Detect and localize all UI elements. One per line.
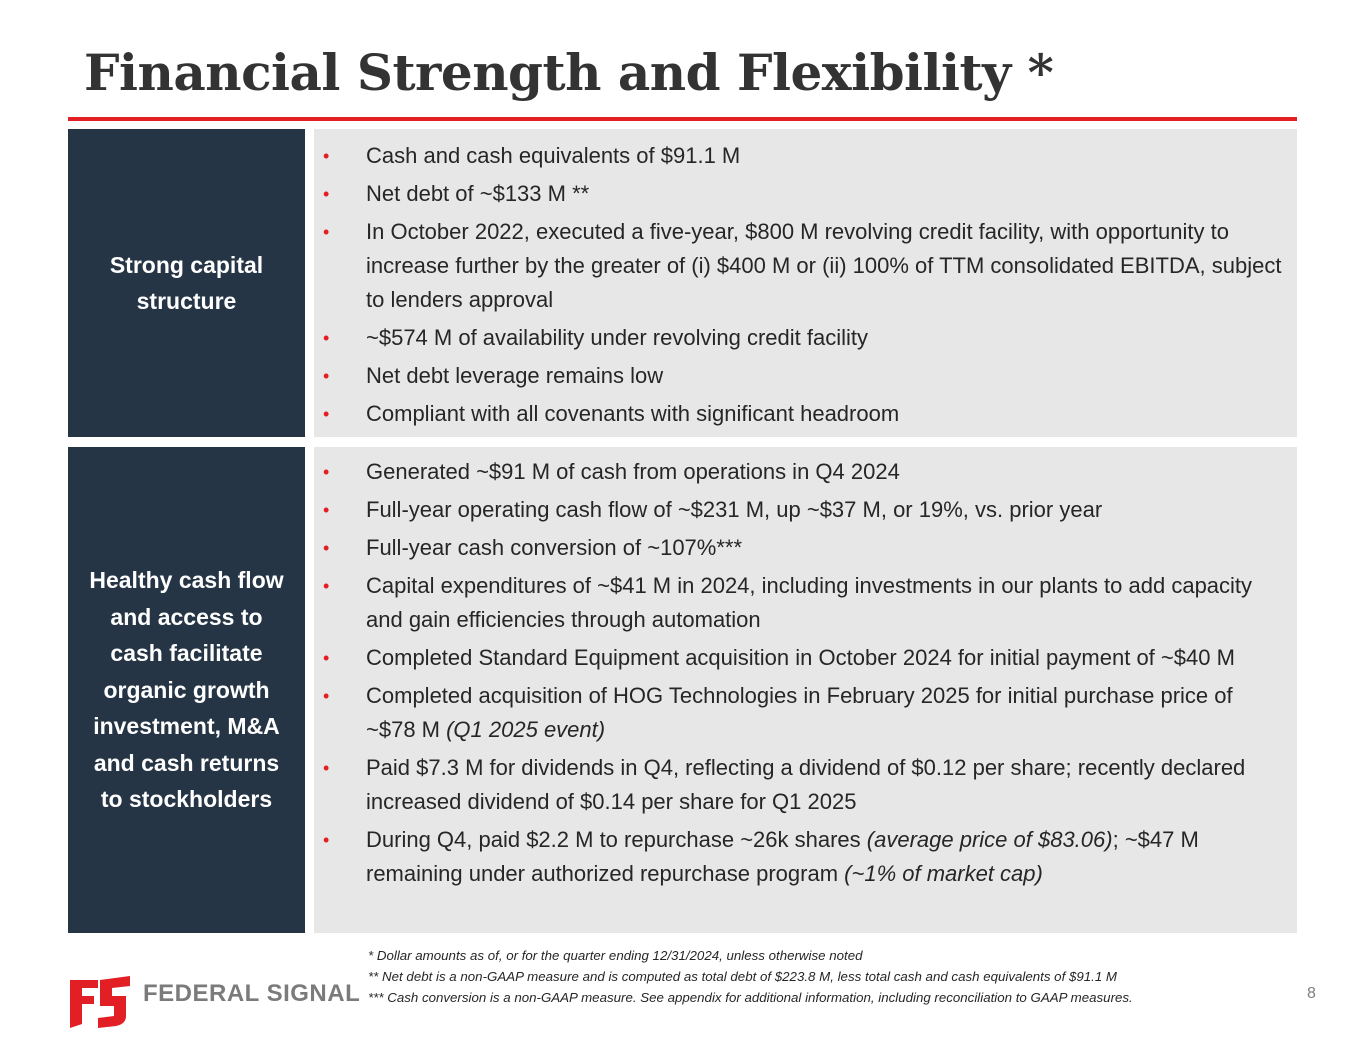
page-number: 8 bbox=[1307, 985, 1316, 1002]
bullet-item bbox=[314, 641, 1285, 675]
bullet-text: Generated ~$91 M of cash from operations in Q4 2024 bbox=[366, 459, 900, 484]
bullet-text: Full-year cash conversion of ~107%*** bbox=[366, 535, 743, 560]
bullet-item bbox=[314, 215, 1285, 317]
bullet-marker: • bbox=[323, 328, 330, 348]
federal-signal-logo bbox=[68, 972, 361, 1028]
footnote-1: * Dollar amounts as of, or for the quarter ending 12/31/2024, unless otherwise noted bbox=[368, 948, 863, 963]
bullet-item bbox=[314, 455, 1285, 489]
bullet-marker: • bbox=[323, 538, 330, 558]
bullet-text: During Q4, paid $2.2 M to repurchase ~26k shares bbox=[366, 827, 867, 852]
bullet-marker: • bbox=[323, 758, 330, 778]
bullet-italic-text: (~1% of market cap) bbox=[844, 861, 1043, 886]
bullet-marker: • bbox=[323, 686, 330, 706]
bullet-text: Paid $7.3 M for dividends in Q4, reflecting a dividend of $0.12 per share; recently declared increased dividend of $0.14 per share for Q1 2025 bbox=[366, 755, 1246, 814]
footnotes bbox=[368, 945, 1133, 1008]
bullet-marker: • bbox=[323, 404, 330, 424]
section-content-cash-flow bbox=[314, 447, 1297, 933]
bullet-marker: • bbox=[323, 830, 330, 850]
bullet-text: Capital expenditures of ~$41 M in 2024, including investments in our plants to add capacity and gain efficiencies through automation bbox=[366, 573, 1253, 632]
section-label-cash-flow: Healthy cash flow and access to cash facilitate organic growth investment, M&A and cash returns to stockholders bbox=[68, 447, 305, 933]
footnote-2: ** Net debt is a non-GAAP measure and is computed as total debt of $223.8 M, less total cash and cash equivalents of $91.1 M bbox=[368, 969, 1118, 984]
footnote-3: *** Cash conversion is a non-GAAP measure. See appendix for additional information, including reconciliation to GAAP measures. bbox=[368, 990, 1133, 1005]
bullet-text: Completed acquisition of HOG Technologies in February 2025 for initial purchase price of ~$78 M bbox=[366, 683, 1233, 742]
bullet-text: Net debt leverage remains low bbox=[366, 363, 664, 388]
logo-wordmark: FEDERAL SIGNAL bbox=[143, 980, 361, 1007]
section-content-capital bbox=[314, 129, 1297, 437]
bullet-marker: • bbox=[323, 366, 330, 386]
bullet-italic-text: (Q1 2025 event) bbox=[446, 717, 606, 742]
title-underline bbox=[68, 117, 1297, 121]
bullet-item bbox=[314, 139, 1285, 173]
bullet-item bbox=[314, 679, 1285, 747]
bullet-marker: • bbox=[323, 500, 330, 520]
bullet-item bbox=[314, 569, 1285, 637]
bullet-list-cash-flow bbox=[314, 455, 1285, 891]
bullet-text: Completed Standard Equipment acquisition in October 2024 for initial payment of ~$40 M bbox=[366, 645, 1235, 670]
federal-signal-logo-icon bbox=[68, 972, 132, 1028]
bullet-marker: • bbox=[323, 576, 330, 596]
bullet-marker: • bbox=[323, 648, 330, 668]
bullet-marker: • bbox=[323, 222, 330, 242]
bullet-item bbox=[314, 531, 1285, 565]
bullet-item bbox=[314, 359, 1285, 393]
bullet-list-capital bbox=[314, 139, 1285, 431]
bullet-marker: • bbox=[323, 146, 330, 166]
slide-title: Financial Strength and Flexibility * bbox=[84, 43, 1054, 102]
bullet-marker: • bbox=[323, 462, 330, 482]
bullet-italic-text: (average price of $83.06) bbox=[866, 827, 1113, 852]
bullet-marker: • bbox=[323, 184, 330, 204]
bullet-text: ; ~$47 M remaining under authorized repurchase program bbox=[366, 827, 1199, 886]
bullet-text: Full-year operating cash flow of ~$231 M, up ~$37 M, or 19%, vs. prior year bbox=[366, 497, 1103, 522]
bullet-item bbox=[314, 751, 1285, 819]
bullet-item bbox=[314, 397, 1285, 431]
bullet-item bbox=[314, 321, 1285, 355]
bullet-item bbox=[314, 823, 1285, 891]
bullet-text: In October 2022, executed a five-year, $800 M revolving credit facility, with opportunity to increase further by the greater of (i) $400 M or (ii) 100% of TTM consolidated EBITDA, subject to lenders approval bbox=[366, 219, 1282, 312]
bullet-item bbox=[314, 177, 1285, 211]
bullet-item bbox=[314, 493, 1285, 527]
bullet-text: Cash and cash equivalents of $91.1 M bbox=[366, 143, 741, 168]
bullet-text: Compliant with all covenants with significant headroom bbox=[366, 401, 900, 426]
bullet-text: Net debt of ~$133 M ** bbox=[366, 181, 590, 206]
bullet-text: ~$574 M of availability under revolving credit facility bbox=[366, 325, 868, 350]
section-label-capital: Strong capital structure bbox=[68, 129, 305, 437]
